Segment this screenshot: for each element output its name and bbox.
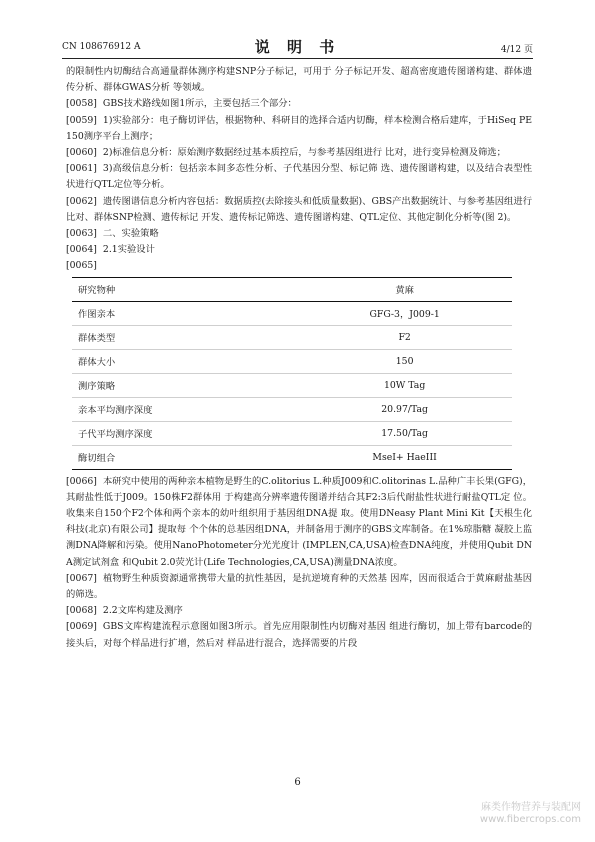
table-row [72,373,512,397]
table-cell-label: 研究物种 [72,277,297,301]
document-section-title: 说 明 书 [254,38,341,56]
table-cell-value: 17.50/Tag [297,421,512,445]
table-row [72,301,512,325]
site-watermark [480,802,581,826]
watermark-url: www.fibercrops.com [479,814,581,825]
experiment-design-table [72,277,512,470]
paragraph-0063: [0063] 二、实验策略 [66,228,159,240]
document-body [66,64,532,652]
table-cell-value: MseI+ HaeIII [297,445,512,469]
paragraph-0059: [0059] 1)实验部分：电子酶切评估，根据物种、科研目的选择合适内切酶，样本检测合格后建库，于HiSeq PE150测序平台上测序； [66,114,532,142]
table-row [72,397,512,421]
table-cell-label: 测序策略 [72,373,297,397]
table-cell-value: 10W Tag [297,373,512,397]
table-cell-label: 群体类型 [72,325,297,349]
paragraph-0062: [0062] 遗传图谱信息分析内容包括：数据质控(去除接头和低质量数据)、GBS产出数据统计、与参考基因组进行比对、群体SNP检测、遗传标记 开发、遗传标记筛选、遗传图谱构建、QTL定位、其他定制化分析等(图 2)。 [66,195,532,223]
table-cell-value: GFG-3，J009-1 [297,301,512,325]
paragraph-0065: [0065] [66,260,97,272]
paragraph-0060: [0060] 2)标准信息分析：原始测序数据经过基本质控后，与参考基因组进行 比对，进行变异检测及筛选； [66,147,506,159]
document-number: CN 108676912 A [62,42,141,52]
table-cell-label: 亲本平均测序深度 [72,397,297,421]
paragraph-0064: [0064] 2.1实验设计 [66,244,155,256]
table-row [72,421,512,445]
table-cell-value: F2 [297,325,512,349]
table-cell-value: 150 [297,349,512,373]
paragraph-0068: [0068] 2.2文库构建及测序 [66,605,183,617]
table-cell-label: 子代平均测序深度 [72,421,297,445]
page-header [62,36,533,59]
paragraph-continuation: 的限制性内切酶结合高通量群体测序构建SNP分子标记，可用于 分子标记开发、超高密度遗传图谱构建、群体遗传分析、群体GWAS分析 等领域。 [66,66,532,94]
paragraph-0067: [0067] 植物野生种质资源通常携带大量的抗性基因，是抗逆境育种的天然基 因库，因而很适合于黄麻耐盐基因的筛选。 [66,572,532,601]
table-cell-label: 作图亲本 [72,301,297,325]
table-cell-label: 酶切组合 [72,445,297,469]
paragraph-0069: [0069] GBS文库构建流程示意图如图3所示。首先应用限制性内切酶对基因 组进行酶切，加上带有barcode的接头后，对每个样品进行扩增，然后对 样品进行混合，选择需要的片段 [66,621,532,649]
table-cell-label: 群体大小 [72,349,297,373]
table-cell-value: 黄麻 [297,277,512,301]
paragraph-0058: [0058] GBS技术路线如图1所示，主要包括三个部分： [66,98,297,110]
page-indicator: 4/12 页 [500,45,533,55]
page-number: 6 [294,777,301,788]
table-row [72,445,512,469]
table-row [72,349,512,373]
watermark-site-name: 麻类作物营养与装配网 [481,802,581,813]
paragraph-0061: [0061] 3)高级信息分析：包括亲本间多态性分析、子代基因分型、标记筛 选、遗传图谱构建，以及结合表型性状进行QTL定位等分析。 [66,163,532,191]
table-row [72,325,512,349]
paragraph-0066: [0066] 本研究中使用的两种亲本植物是野生的C.olitorius L.种质J009和C.olitorinas L.品种广丰长果(GFG)，其耐盐性低于J009。150株F2群体用 于构建高分辨率遗传图谱并结合其F2:3后代耐盐性状进行耐盐QTL定 位。收集来自150个F2个体和两个亲本的幼叶组织用于基因组DNA提 取。使用DNeasy Plant Mini Kit【天根生化科技(北京)有限公司】提取每 个个体的总基因组DNA，并制备用于测序的GBS文库制备。在1%琼脂糖 凝胶上监测DNA降解和污染。使用NanoPhotometer分光光度计 (IMPLEN,CA,USA)检查DNA纯度，并使用Qubit DNA测定试剂盒 和Qubit 2.0荧光计(Life Technologies,CA,USA)测量DNA浓度。 [66,475,532,568]
table-header-row [72,277,512,301]
table-cell-value: 20.97/Tag [297,397,512,421]
